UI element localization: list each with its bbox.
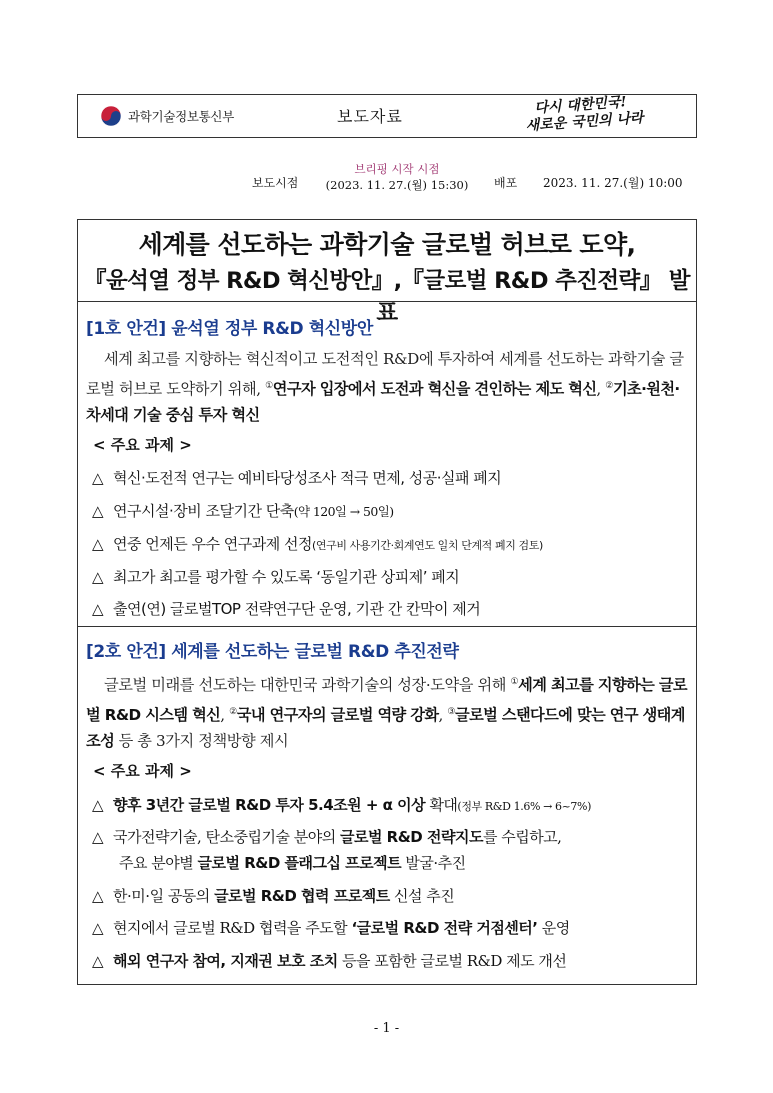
briefing-time: (2023. 11. 27.(월) 15:30) <box>325 178 469 192</box>
distribution-time: 2023. 11. 27.(월) 10:00 <box>543 176 683 190</box>
slogan-line2: 새로운 국민의 나라 <box>525 110 644 135</box>
section1-heading: [1호 안건] 윤석열 정부 R&D 혁신방안 <box>86 319 373 339</box>
section-divider <box>77 626 697 627</box>
distribution-info <box>494 174 683 191</box>
section2-task-item: △ 현지에서 글로벌 R&D 협력을 주도할 ‘글로벌 R&D 전략 거점센터’ 운영 <box>92 919 570 937</box>
page-number: - 1 - <box>373 1021 400 1036</box>
section2-task-item: △ 향후 3년간 글로벌 R&D 투자 5.4조원 + α 이상 확대(정부 R&D 1.6% → 6~7%) <box>92 796 591 814</box>
briefing-time-block <box>308 161 486 193</box>
triangle-bullet-icon: △ <box>92 568 104 586</box>
title-divider <box>77 301 697 302</box>
section1-task-item: △ 연중 언제든 우수 연구과제 선정(연구비 사용기간·회계연도 일치 단계적 폐지 검토) <box>92 535 543 553</box>
section2-task-item-continuation: 주요 분야별 글로벌 R&D 플래그십 프로젝트 발굴·추진 <box>119 854 466 872</box>
distribution-label: 배포 <box>494 176 518 190</box>
triangle-bullet-icon: △ <box>92 600 104 618</box>
section1-task-item: △ 연구시설·장비 조달기간 단축(약 120일 → 50일) <box>92 502 394 520</box>
section2-task-item: △ 한·미·일 공동의 글로벌 R&D 협력 프로젝트 신설 추진 <box>92 887 455 905</box>
section2-task-item: △ 국가전략기술, 탄소중립기술 분야의 글로벌 R&D 전략지도를 수립하고, <box>92 828 562 846</box>
triangle-bullet-icon: △ <box>92 828 104 846</box>
triangle-bullet-icon: △ <box>92 952 104 970</box>
briefing-label: 브리핑 시작 시점 <box>354 162 440 176</box>
taegeuk-emblem-icon <box>100 105 122 127</box>
section1-tasks-label: < 주요 과제 > <box>93 436 192 454</box>
section2-task-item: △ 해외 연구자 참여, 지재권 보호 조치 등을 포함한 글로벌 R&D 제도 개선 <box>92 952 567 970</box>
section2-heading: [2호 안건] 세계를 선도하는 글로벌 R&D 추진전략 <box>86 642 459 662</box>
section1-task-item: △ 혁신·도전적 연구는 예비타당성조사 적극 면제, 성공·실패 폐지 <box>92 469 502 487</box>
section2-tasks-label: < 주요 과제 > <box>93 762 192 780</box>
section1-task-item: △ 최고가 최고를 평가할 수 있도록 ‘동일기관 상피제’ 폐지 <box>92 568 460 586</box>
triangle-bullet-icon: △ <box>92 919 104 937</box>
title-line2: 『윤석열 정부 R&D 혁신방안』,『글로벌 R&D 추진전략』 발표 <box>84 268 690 326</box>
section1-task-item: △ 출연(연) 글로벌TOP 전략연구단 운영, 기관 간 칸막이 제거 <box>92 600 481 618</box>
triangle-bullet-icon: △ <box>92 887 104 905</box>
ministry-name: 과학기술정보통신부 <box>128 109 234 124</box>
slogan-line1: 다시 대한민국! <box>533 94 628 117</box>
doc-type-label: 보도자료 <box>337 107 403 126</box>
triangle-bullet-icon: △ <box>92 535 104 553</box>
title-line1: 세계를 선도하는 과학기술 글로벌 허브로 도약, <box>138 230 636 259</box>
section2-paragraph: 글로벌 미래를 선도하는 대한민국 과학기술의 성장·도약을 위해 ①세계 최고를 지향하는 글로벌 R&D 시스템 혁신, ②국내 연구자의 글로벌 역량 강화, ③글로벌 스탠다드에 맞는 연구 생태계 조성 등 총 3가지 정책방향 제시 <box>86 676 688 751</box>
embargo-label: 보도시점 <box>252 176 299 190</box>
triangle-bullet-icon: △ <box>92 469 104 487</box>
triangle-bullet-icon: △ <box>92 796 104 814</box>
ministry-logo <box>100 103 234 129</box>
triangle-bullet-icon: △ <box>92 502 104 520</box>
section1-paragraph: 세계 최고를 지향하는 혁신적이고 도전적인 R&D에 투자하여 세계를 선도하는 과학기술 글로벌 허브로 도약하기 위해, ①연구자 입장에서 도전과 혁신을 견인하는 제도 혁신, ②기초·원천·차세대 기술 중심 투자 혁신 <box>86 350 684 425</box>
